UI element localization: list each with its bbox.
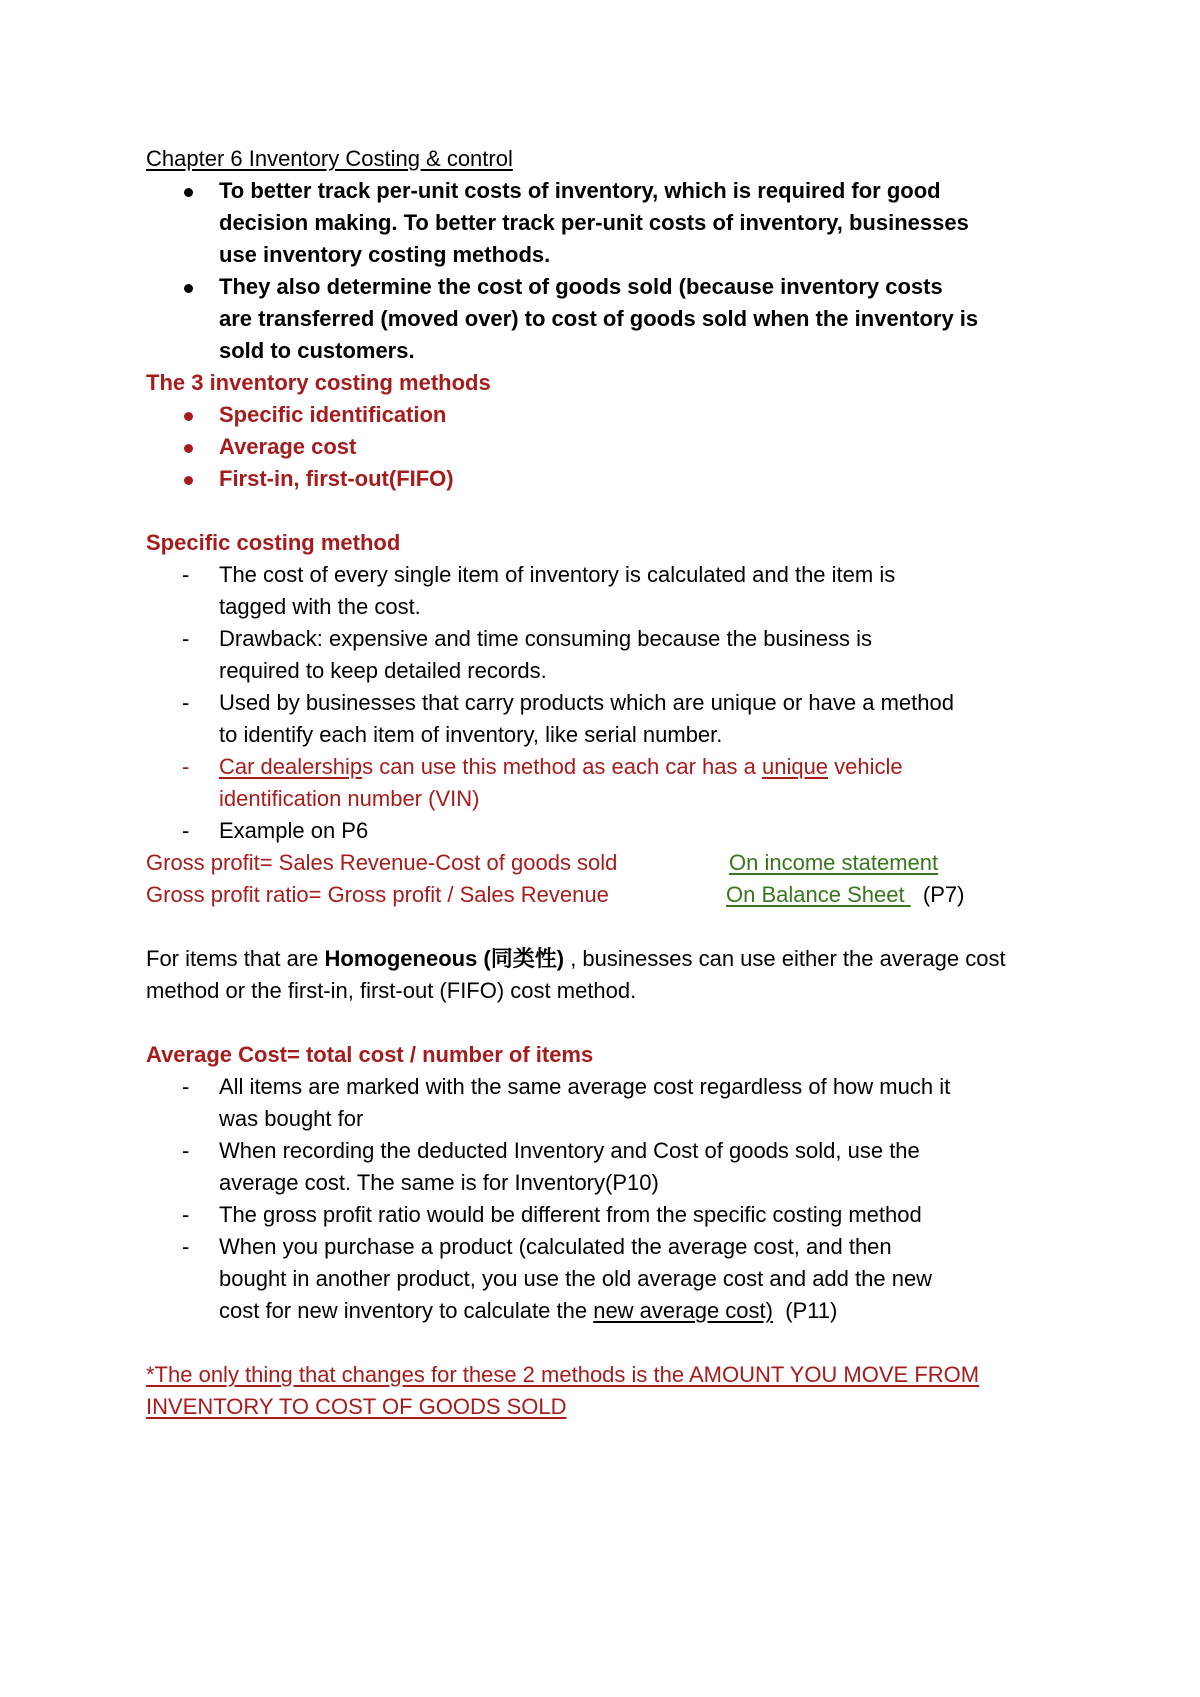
- gross-profit-row: [146, 847, 1080, 879]
- bullet-dot-icon: [184, 284, 193, 293]
- dash-icon: -: [182, 754, 190, 779]
- intro-bullet-list: [146, 175, 1080, 367]
- gross-profit-formula: Gross profit= Sales Revenue-Cost of goods sold: [146, 850, 618, 875]
- average-list: [146, 1071, 956, 1327]
- page-ref: (P7): [922, 882, 965, 907]
- method-item: Specific identification: [146, 399, 1080, 431]
- dash-icon: -: [182, 1074, 190, 1099]
- specific-item: - Drawback: expensive and time consuming because the business is required to keep detailed records.: [146, 623, 956, 687]
- dash-icon: -: [182, 1202, 190, 1227]
- average-item: - When recording the deducted Inventory and Cost of goods sold, use the average cost. The same is for Inventory(P10): [146, 1135, 956, 1199]
- methods-list: [146, 399, 1080, 495]
- bullet-dot-icon: [184, 412, 193, 421]
- intro-bullet: To better track per-unit costs of inventory, which is required for good decision making. To better track per-unit costs of inventory, businesses use inventory costing methods.: [146, 175, 979, 271]
- specific-item: - The cost of every single item of inventory is calculated and the item is tagged with the cost.: [146, 559, 956, 623]
- dash-icon: -: [182, 562, 190, 587]
- specific-item: - Used by businesses that carry products which are unique or have a method to identify each item of inventory, like serial number.: [146, 687, 956, 751]
- methods-heading: The 3 inventory costing methods: [146, 370, 491, 395]
- intro-bullet: They also determine the cost of goods sold (because inventory costs are transferred (moved over) to cost of goods sold when the inventory is sold to customers.: [146, 271, 979, 367]
- homogeneous-term: Homogeneous (同类性): [324, 946, 565, 971]
- dash-icon: -: [182, 626, 190, 651]
- specific-list: [146, 559, 956, 847]
- method-item: First-in, first-out(FIFO): [146, 463, 1080, 495]
- average-item: - All items are marked with the same average cost regardless of how much it was bought for: [146, 1071, 956, 1135]
- average-item: - The gross profit ratio would be different from the specific costing method: [146, 1199, 956, 1231]
- bullet-dot-icon: [184, 444, 193, 453]
- chapter-title: Chapter 6 Inventory Costing & control: [146, 146, 513, 171]
- specific-heading: Specific costing method: [146, 530, 401, 555]
- dash-icon: -: [182, 690, 190, 715]
- dash-icon: -: [182, 1138, 190, 1163]
- gross-profit-note: On income statement: [729, 850, 939, 875]
- bullet-dot-icon: [184, 476, 193, 485]
- closing-note: *The only thing that changes for these 2 methods is the AMOUNT YOU MOVE FROM INVENTORY TO COST OF GOODS SOLD: [146, 1362, 980, 1419]
- average-heading: Average Cost= total cost / number of items: [146, 1042, 594, 1067]
- gross-profit-ratio-row: [146, 879, 1080, 911]
- gross-profit-ratio-note: On Balance Sheet: [726, 882, 911, 907]
- gross-profit-ratio-formula: Gross profit ratio= Gross profit / Sales Revenue: [146, 882, 609, 907]
- method-item: Average cost: [146, 431, 1080, 463]
- specific-item-car: - Car dealerships can use this method as each car has a unique vehicle identification number (VIN): [146, 751, 956, 815]
- average-item: - When you purchase a product (calculated the average cost, and then bought in another product, you use the old average cost and add the new cost for new inventory to calculate the new average cost) (P11): [146, 1231, 956, 1327]
- dash-icon: -: [182, 818, 190, 843]
- specific-item-example: - Example on P6: [146, 815, 956, 847]
- dash-icon: -: [182, 1234, 190, 1259]
- bullet-dot-icon: [184, 188, 193, 197]
- homogeneous-paragraph: For items that are Homogeneous (同类性) , businesses can use either the average cost method or the first-in, first-out (FIFO) cost method.: [146, 946, 1006, 1003]
